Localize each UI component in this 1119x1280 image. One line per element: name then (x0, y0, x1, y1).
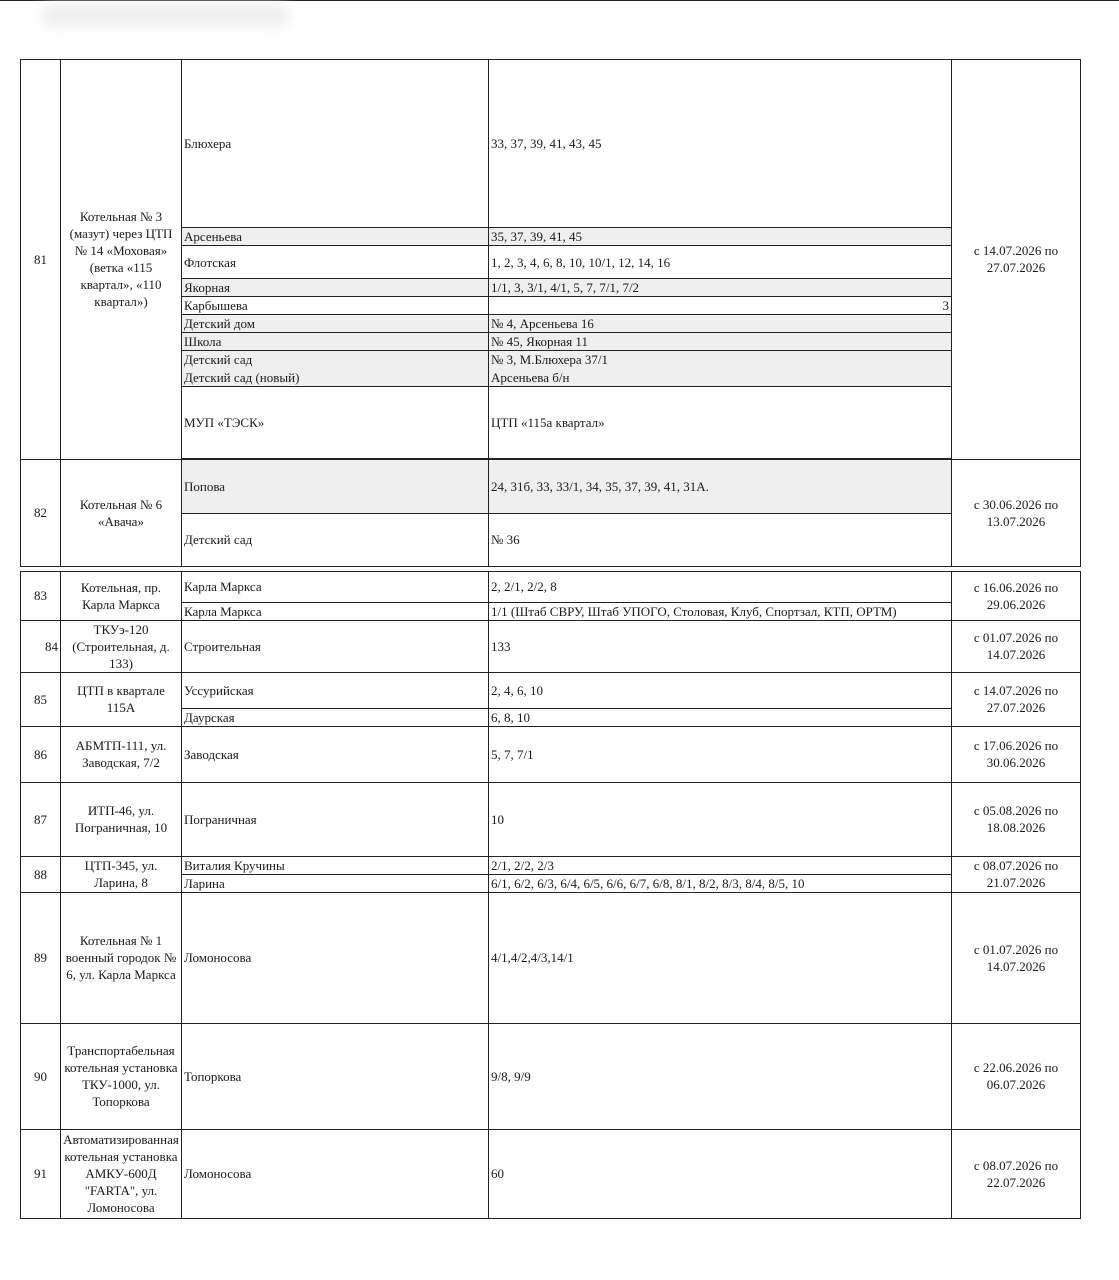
outage-period: с 01.07.2026 по 14.07.2026 (952, 892, 1081, 1023)
row-number: 85 (21, 672, 61, 726)
houses-cell: 6/1, 6/2, 6/3, 6/4, 6/5, 6/6, 6/7, 6/8, 8/1, 8/2, 8/3, 8/4, 8/5, 10 (489, 874, 952, 892)
outage-period: с 14.07.2026 по 27.07.2026 (952, 60, 1081, 460)
houses-cell: 133 (489, 620, 952, 672)
houses-cell: 2, 4, 6, 10 (489, 672, 952, 708)
houses-cell: 24, 31б, 33, 33/1, 34, 35, 37, 39, 41, 31А. (489, 459, 952, 513)
row-number: 86 (21, 726, 61, 782)
street-cell: Ларина (182, 874, 489, 892)
street-cell: Детский сад (новый) (182, 369, 489, 387)
houses-cell: 2/1, 2/2, 2/3 (489, 856, 952, 874)
street-cell: Флотская (182, 246, 489, 279)
heat-source: Котельная № 6 «Авача» (61, 459, 182, 566)
houses-cell: ЦТП «115а квартал» (489, 386, 952, 458)
street-cell: Школа (182, 333, 489, 351)
street-cell: Строительная (182, 620, 489, 672)
outage-period: с 14.07.2026 по 27.07.2026 (952, 672, 1081, 726)
street-cell: Даурская (182, 708, 489, 726)
row-number: 88 (21, 856, 61, 892)
heat-source: Транспортабельная котельная установка ТКУ-1000, ул. Топоркова (61, 1023, 182, 1129)
outage-period: с 01.07.2026 по 14.07.2026 (952, 620, 1081, 672)
houses-cell: 4/1,4/2,4/3,14/1 (489, 892, 952, 1023)
blurred-header (40, 4, 290, 26)
street-cell: Карла Маркса (182, 602, 489, 620)
houses-cell: 3 (489, 297, 952, 315)
outage-period: с 30.06.2026 по 13.07.2026 (952, 459, 1081, 566)
street-cell: Ломоносова (182, 1129, 489, 1218)
street-cell: Детский сад (182, 513, 489, 566)
street-cell: Детский сад (182, 351, 489, 369)
table-row (21, 672, 1081, 708)
houses-cell: 2, 2/1, 2/2, 8 (489, 571, 952, 602)
outage-period: с 17.06.2026 по 30.06.2026 (952, 726, 1081, 782)
table-row (21, 782, 1081, 856)
houses-cell: Арсеньева б/н (489, 369, 952, 387)
street-cell: МУП «ТЭСК» (182, 386, 489, 458)
heat-source: Автоматизированная котельная установка АМКУ-600Д "FARTA", ул. Ломоносова (61, 1129, 182, 1218)
street-cell: Карла Маркса (182, 571, 489, 602)
outage-period: с 08.07.2026 по 21.07.2026 (952, 856, 1081, 892)
table-row (21, 1129, 1081, 1218)
houses-cell: 5, 7, 7/1 (489, 726, 952, 782)
row-number: 89 (21, 892, 61, 1023)
table-row (21, 60, 1081, 228)
houses-cell: № 45, Якорная 11 (489, 333, 952, 351)
street-cell: Арсеньева (182, 228, 489, 246)
heat-source: АБМТП-111, ул. Заводская, 7/2 (61, 726, 182, 782)
heat-source: Котельная № 3 (мазут) через ЦТП № 14 «Моховая» (ветка «115 квартал», «110 квартал») (61, 60, 182, 460)
heat-source: ЦТП-345, ул. Ларина, 8 (61, 856, 182, 892)
row-number: 82 (21, 459, 61, 566)
street-cell: Топоркова (182, 1023, 489, 1129)
table-row (21, 620, 1081, 672)
heat-source: ИТП-46, ул. Пограничная, 10 (61, 782, 182, 856)
houses-cell: 60 (489, 1129, 952, 1218)
houses-cell: 1/1, 3, 3/1, 4/1, 5, 7, 7/1, 7/2 (489, 279, 952, 297)
street-cell: Уссурийская (182, 672, 489, 708)
heat-source: ЦТП в квартале 115А (61, 672, 182, 726)
table-row (21, 856, 1081, 874)
street-cell: Карбышева (182, 297, 489, 315)
table-row (21, 892, 1081, 1023)
houses-cell: № 4, Арсеньева 16 (489, 315, 952, 333)
street-cell: Виталия Кручины (182, 856, 489, 874)
street-cell: Заводская (182, 726, 489, 782)
street-cell: Якорная (182, 279, 489, 297)
houses-cell: 1/1 (Штаб СВРУ, Штаб УПОГО, Столовая, Клуб, Спортзал, КТП, ОРТМ) (489, 602, 952, 620)
table-row (21, 726, 1081, 782)
houses-cell: 33, 37, 39, 41, 43, 45 (489, 60, 952, 228)
row-number: 84 (21, 620, 61, 672)
street-cell: Детский дом (182, 315, 489, 333)
houses-cell: 6, 8, 10 (489, 708, 952, 726)
outage-period: с 16.06.2026 по 29.06.2026 (952, 571, 1081, 620)
houses-cell: № 3, М.Блюхера 37/1 (489, 351, 952, 369)
street-cell: Ломоносова (182, 892, 489, 1023)
table-row (21, 571, 1081, 602)
top-border (0, 0, 1119, 1)
heat-source: Котельная № 1 военный городок № 6, ул. Карла Маркса (61, 892, 182, 1023)
street-cell: Пограничная (182, 782, 489, 856)
houses-cell: № 36 (489, 513, 952, 566)
table-row (21, 1023, 1081, 1129)
houses-cell: 1, 2, 3, 4, 6, 8, 10, 10/1, 12, 14, 16 (489, 246, 952, 279)
outage-period: с 22.06.2026 по 06.07.2026 (952, 1023, 1081, 1129)
street-cell: Попова (182, 459, 489, 513)
outage-period: с 05.08.2026 по 18.08.2026 (952, 782, 1081, 856)
outage-schedule-table (20, 59, 1081, 1219)
table-row (21, 459, 1081, 513)
heat-source: ТКУэ-120 (Строительная, д. 133) (61, 620, 182, 672)
heat-source: Котельная, пр. Карла Маркса (61, 571, 182, 620)
houses-cell: 35, 37, 39, 41, 45 (489, 228, 952, 246)
houses-cell: 10 (489, 782, 952, 856)
row-number: 81 (21, 60, 61, 460)
houses-cell: 9/8, 9/9 (489, 1023, 952, 1129)
outage-period: с 08.07.2026 по 22.07.2026 (952, 1129, 1081, 1218)
row-number: 91 (21, 1129, 61, 1218)
row-number: 83 (21, 571, 61, 620)
row-number: 87 (21, 782, 61, 856)
row-number: 90 (21, 1023, 61, 1129)
street-cell: Блюхера (182, 60, 489, 228)
